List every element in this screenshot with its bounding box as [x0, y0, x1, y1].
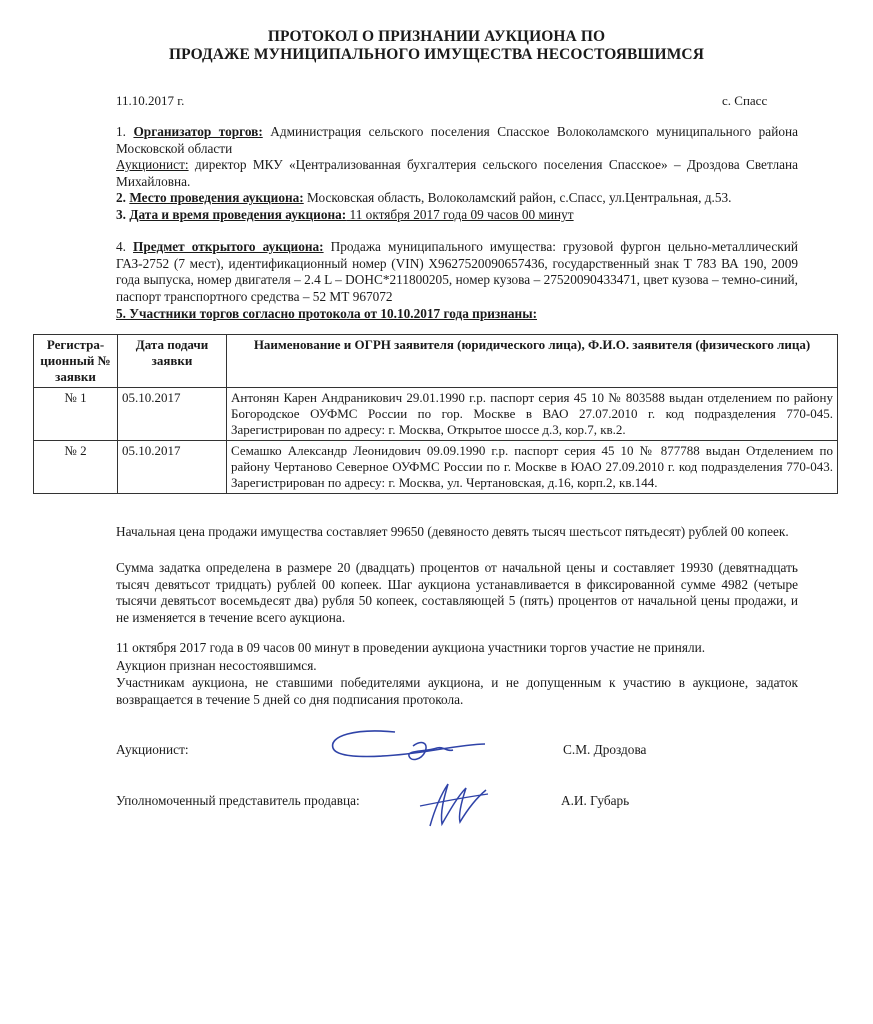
title-line-2: ПРОДАЖЕ МУНИЦИПАЛЬНОГО ИМУЩЕСТВА НЕСОСТОЯВШИМСЯ [168, 46, 705, 63]
row-number: № 2 [34, 441, 118, 494]
subject-label: Предмет открытого аукциона: [133, 239, 324, 254]
section-2-number: 2. [116, 190, 126, 205]
auctioneer-sign-name: С.М. Дроздова [563, 742, 647, 757]
section-auctioneer [116, 157, 798, 190]
auctioneer-text: директор МКУ «Централизованная бухгалтерия сельского поселения Спасское» – Дроздова Светлана Михайловна. [116, 157, 798, 189]
section-datetime [116, 207, 798, 224]
row-date: 05.10.2017 [118, 388, 227, 441]
paragraph-declared-failed: Аукцион признан несостоявшимся. [116, 658, 317, 673]
header-submit-date: Дата подачи заявки [118, 335, 227, 388]
datetime-text: 11 октября 2017 года 09 часов 00 минут [346, 207, 574, 222]
location-label: Место проведения аукциона: [129, 190, 304, 205]
row-applicant: Семашко Александр Леонидович 09.09.1990 г.р. паспорт серия 45 10 № 877788 выдан Отделением по району Чертаново Северное ОУФМС России по г. Москве в ЮАО 27.09.2010 г. код подразделения 770-043. Зарегистрирован по адресу: г. Москва, ул. Чертановская, д.16, корп.2, кв.144. [227, 441, 838, 494]
location-text: Московская область, Волоколамский район, с.Спасс, ул.Центральная, д.53. [303, 190, 732, 205]
header-reg-number: Регистра-ционный № заявки [34, 335, 118, 388]
section-subject [116, 239, 798, 305]
row-number: № 1 [34, 388, 118, 441]
organizer-text: Администрация сельского поселения Спасское Волоколамского муниципального района Московской области [116, 124, 798, 156]
auctioneer-sign-label: Аукционист: [116, 742, 189, 757]
paragraph-start-price: Начальная цена продажи имущества составляет 99650 (девяносто девять тысяч шестьсот пятьдесят) рублей 00 копеек. [116, 524, 789, 539]
row-date: 05.10.2017 [118, 441, 227, 494]
title-line-1: ПРОТОКОЛ О ПРИЗНАНИИ АУКЦИОНА ПО [267, 28, 606, 45]
section-3-number: 3. [116, 207, 126, 222]
header-applicant: Наименование и ОГРН заявителя (юридического лица), Ф.И.О. заявителя (физического лица) [227, 335, 838, 388]
document-title [0, 28, 873, 64]
participants-label: 5. Участники торгов согласно протокола от 10.10.2017 года признаны: [116, 306, 538, 321]
table-row [34, 441, 838, 494]
auctioneer-signature-icon [325, 722, 495, 774]
seller-sign-label: Уполномоченный представитель продавца: [116, 793, 360, 808]
section-1-number: 1. [116, 124, 126, 139]
organizer-label: Организатор торгов: [133, 124, 263, 139]
row-applicant: Антонян Карен Андраникович 29.01.1990 г.р. паспорт серия 45 10 № 803588 выдан отделением по району Богородское ОУФМС России по гор. Москве в ВАО 27.07.2010 г. код подразделения 770-045. Зарегистрирован по адресу: г. Москва, Открытое шоссе д.3, кор.7, кв.2. [227, 388, 838, 441]
section-4-number: 4. [116, 239, 126, 254]
protocol-place: с. Спасс [722, 93, 768, 108]
paragraph-deposit-return: Участникам аукциона, не ставшими победителями аукциона, и не допущенным к участию в аукционе, задаток возвращается в течение 5 дней со дня подписания протокола. [116, 675, 798, 707]
table-row [34, 388, 838, 441]
participants-table [33, 334, 838, 494]
section-organizer [116, 124, 798, 157]
table-header-row [34, 335, 838, 388]
paragraph-deposit: Сумма задатка определена в размере 20 (двадцать) процентов от начальной цены и составляет 19930 (девятнадцать тысяч девятьсот тридцать) рублей 00 копеек. Шаг аукциона устанавливается в фиксированной сумме 4982 (четыре тысячи девятьсот восемьдесят два) рубля 50 копеек, составляющей 5 (пять) процентов от начальной цены продажи, и не изменяется в течение всего аукциона. [116, 560, 798, 625]
subject-text: Продажа муниципального имущества: грузовой фургон цельно-металлический ГАЗ-2752 (7 мест), идентификационный номер (VIN) X9627520090657436, государственный знак Т 783 ВА 190, 2009 года выпуска, номер двигателя – 2.4 L – DOHC*211800205, номер кузова – 27520090433471, цвет кузова – темно-синий, паспорт транспортного средства – 52 МТ 967072 [116, 239, 798, 304]
seller-sign-name: А.И. Губарь [561, 793, 630, 808]
seller-signature-icon [400, 776, 500, 832]
auctioneer-label: Аукционист: [116, 157, 189, 172]
datetime-label: Дата и время проведения аукциона: [129, 207, 347, 222]
paragraph-no-participants: 11 октября 2017 года в 09 часов 00 минут в проведении аукциона участники торгов участие не приняли. [116, 640, 706, 655]
section-location [116, 190, 798, 207]
section-participants [116, 306, 798, 323]
protocol-date: 11.10.2017 г. [116, 93, 185, 108]
